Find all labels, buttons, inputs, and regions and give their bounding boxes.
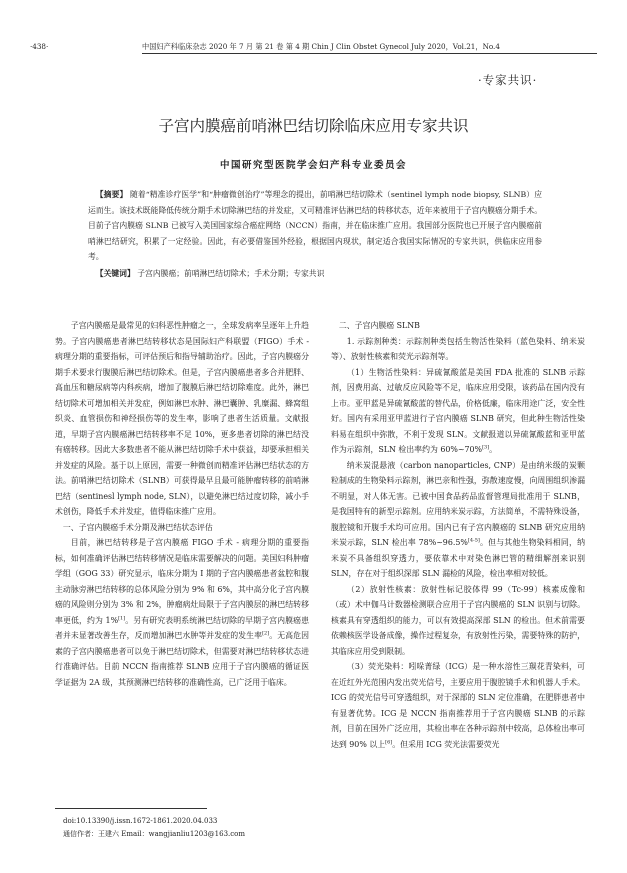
keywords-label: 【关键词】	[95, 268, 135, 278]
right-column	[331, 318, 585, 752]
keywords-text: 子宫内膜癌；前哨淋巴结切除术；手术分期；专家共识	[137, 268, 325, 278]
section-heading-2: 二、子宫内膜癌 SLNB	[338, 321, 420, 330]
paper-title: 子宫内膜癌前哨淋巴结切除临床应用专家共识	[158, 117, 469, 135]
section-heading-1: 一、子宫内膜癌手术分期及淋巴结状态评估	[62, 522, 213, 532]
author-line: 中国研究型医院学会妇产科专业委员会	[219, 160, 407, 171]
abstract	[88, 187, 542, 282]
header-rule	[142, 53, 597, 54]
intro-paragraph: 子宫内膜癌是最常见的妇科恶性肿瘤之一，全球发病率呈逐年上升趋势。子宫内膜癌患者淋巴结转移状态是国际妇产科联盟（FIGO）手术 - 病理分期的重要指标，可评估预后和指导辅助治疗。因此，子宫内膜癌分期手术要求行腹膜后淋巴结切除术。但是，子宫内膜癌患者多合并肥胖、高血压和糖尿病等内科疾病，增加了腹膜后淋巴结切除难度。此外，淋巴结切除术可增加相关并发症，例如淋巴水肿、淋巴囊肿、乳糜漏、蜂窝组织炎、血管损伤和神经损伤等的发生率，影响了患者生活质量。文献报道，早期子宫内膜癌淋巴结转移率不足 10%，更多患者切除的淋巴结没有癌转移。因此大多数患者不能从淋巴结切除手术中获益，却要承担相关并发症的风险。基于以上原因，需要一种微创而精准评估淋巴结状态的方法。前哨淋巴结切除术（SLNB）可获得最早且最可能肿瘤转移的前哨淋巴结（sentinesl lymph node, SLN），以避免淋巴结过度切除，减小手术创伤，降低手术并发症，值得临床推广应用。	[55, 321, 309, 516]
fluorescent-dye-paragraph: （3）荧光染料：吲哚菁绿（ICG）是一种水溶性三羰花青染料，可在近红外光范围内发出荧光信号，主要应用于腹腔镜手术和机器人手术。ICG 的荧光信号可穿透组织，对于深部的 SLN 定位准确，在肥胖患者中有显著优势。ICG 是 NCCN 指南推荐用于子宫内膜癌 SLNB 的示踪剂，目前在国外广泛应用，其检出率在各种示踪剂中较高，总体检出率可达到 90% 以上[6]。但采用 ICG 荧光法需要荧光	[331, 662, 585, 749]
doi: doi:10.13390/j.issn.1672-1861.2020.04.033	[63, 817, 218, 825]
citation-ref: [3]	[482, 444, 490, 451]
citation-ref: [2]	[262, 630, 270, 637]
left-column	[55, 318, 309, 690]
section-1-paragraph: 目前，淋巴结转移是子宫内膜癌 FIGO 手术 - 病理分期的重要指标，如何准确评估淋巴结转移情况是临床需要解决的问题。美国妇科肿瘤学组（GOG 33）研究显示，临床分期为 Ⅰ 期的子宫内膜癌患者盆腔和腹主动脉旁淋巴结转移的总体风险分别为 9% 和 6%，其中高分化子宫内膜癌的风险则分别为 3% 和 2%，肿瘤病灶局限于子宫内膜层的淋巴结转移率更低，约为 1%[1]。另有研究表明系统淋巴结切除的早期子宫内膜癌患者并未显著改善生存，反而增加淋巴水肿等并发症的发生率[2]。无高危因素的子宫内膜癌患者可以免于淋巴结切除术，但需要对淋巴结转移状态进行准确评估。目前 NCCN 指南推荐 SLNB 应用于子宫内膜癌的循证医学证据为 2A 级，其预测淋巴结转移的准确性高，已广泛用于临床。	[55, 538, 309, 687]
page-number: ·438·	[30, 42, 49, 51]
abstract-text: 随着“精准诊疗医学”和“肿瘤微创治疗”等理念的提出，前哨淋巴结切除术（sentinel lymph node biopsy, SLNB）应运而生。该技术既能降低传统分期手术切除淋巴结的并发症，又可精准评估淋巴结的转移状态，近年来被用于子宫内膜癌分期手术。目前子宫内膜癌 SLNB 已被写入美国国家综合癌症网络（NCCN）指南，并在临床推广应用。我国部分医院也已开展子宫内膜癌前哨淋巴结研究，积累了一定经验。因此，有必要借鉴国外经验，根据国内现状，制定适合我国实际情况的专家共识，供临床应用参考。	[88, 190, 542, 262]
section-tag: ·专家共识·	[478, 73, 538, 87]
abstract-label: 【摘要】	[95, 190, 128, 199]
tracer-types-paragraph: 1. 示踪剂种类：示踪剂种类包括生物活性染料（蓝色染料、纳米炭等）、放射性核素和荧光示踪剂等。	[331, 336, 585, 361]
carbon-nanoparticle-paragraph: 纳米炭混悬液（carbon nanoparticles, CNP）是由纳米级的炭颗粒制成的生物染料示踪剂，淋巴亲和性强，弥散速度慢，向周围组织渗漏不明显，对人体无害。已被中国食品药品监督管理局批准用于 SLNB，是我国特有的新型示踪剂。应用纳米炭示踪，方法简单，不需特殊设备，腹腔镜和开腹手术均可应用。国内已有子宫内膜癌的 SLNB 研究应用纳米炭示踪，SLN 检出率 78%~96.5%[4-5]。但与其他生物染料相同，纳米炭不具备组织穿透力，要依靠术中对染色淋巴管的精细解剖来识别 SLN，存在对于组织深部 SLN 漏检的风险，检出率相对较低。	[331, 460, 585, 578]
bioactive-dye-paragraph: （1）生物活性染料：异硫氰酸蓝是美国 FDA 批准的 SLNB 示踪剂，因费用高、过敏反应风险等不足，临床应用受限，该药品在国内没有上市。亚甲蓝是异硫氰酸蓝的替代品，价格低廉，临床用途广泛，安全性好。国内有采用亚甲蓝进行子宫内膜癌 SLNB 研究，但此种生物活性染料易在组织中弥散，不利于发现 SLN。文献报道以异硫氰酸蓝和亚甲蓝作为示踪剂，SLN 检出率约为 60%~70%[3]。	[331, 367, 585, 454]
radionuclide-paragraph: （2）放射性核素：放射性标记胶体得 99（Tc-99）核素成像和（或）术中伽马计数器检测联合应用于子宫内膜癌的 SLN 识别与切除。核素具有穿透组织的能力，可以有效提高深部 SLN 的检出。但术前需要依赖核医学设备成像，操作过程复杂，有放射性污染，需要特殊的防护，其临床应用受到限制。	[331, 584, 585, 656]
citation-ref: [6]	[385, 738, 393, 745]
corresponding-author: 通信作者：王建六 Email：wangjianliu1203@163.com	[63, 830, 246, 838]
footnote-rule	[55, 808, 207, 809]
citation-ref: [1]	[118, 614, 126, 621]
journal-citation: 中国妇产科临床杂志 2020 年 7 月 第 21 卷 第 4 期 Chin J Clin Obstet Gynecol July 2020，Vol.21，No.4	[142, 42, 500, 51]
citation-ref: [4-5]	[467, 537, 480, 544]
footnote	[63, 815, 245, 841]
